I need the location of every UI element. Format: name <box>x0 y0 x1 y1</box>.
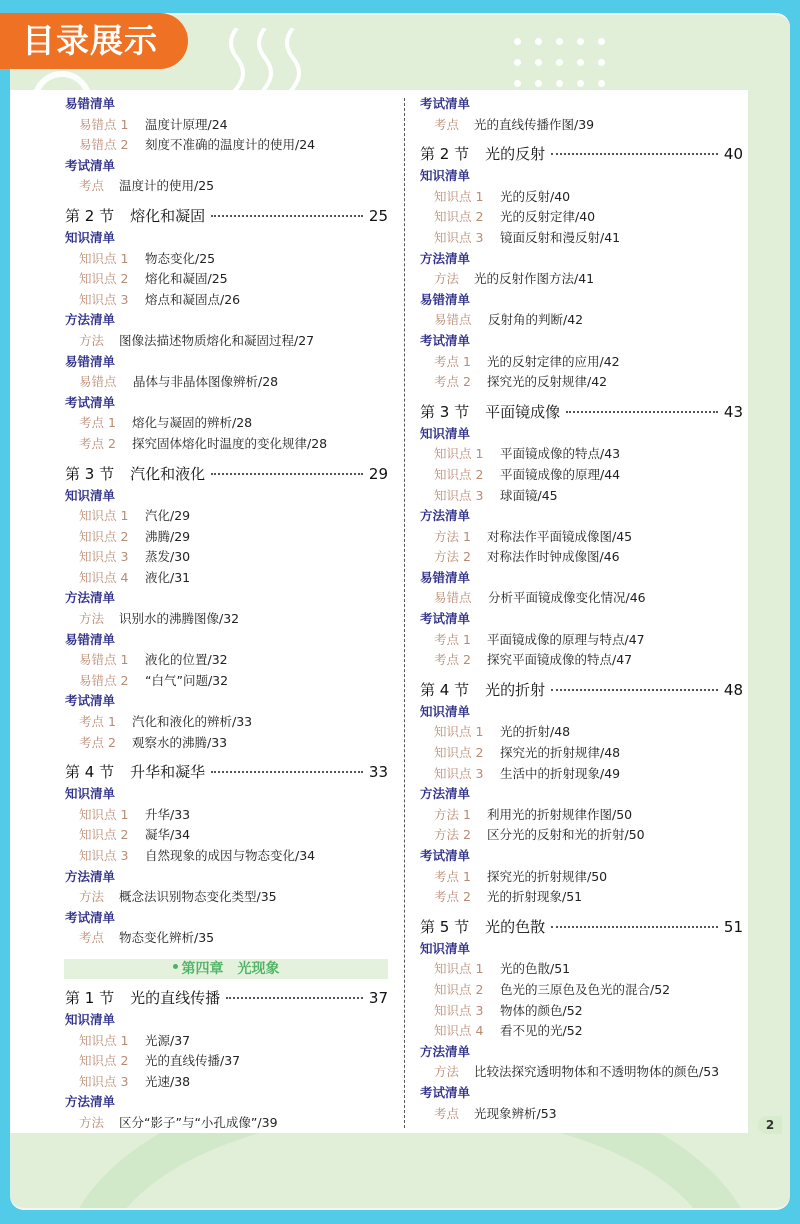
toc-entry[interactable] <box>65 733 388 754</box>
section-heading[interactable] <box>420 678 743 702</box>
entry-text: 利用光的折射规律作图/50 <box>487 806 633 822</box>
entry-tag: 方法 <box>434 1064 460 1080</box>
toc-left-column <box>65 90 388 1134</box>
category-heading: 方法清单 <box>420 250 471 266</box>
entry-text: 光的色散/51 <box>500 961 571 977</box>
category-heading: 考试清单 <box>65 394 116 410</box>
toc-entry[interactable] <box>420 352 743 373</box>
category-heading: 方法清单 <box>420 786 471 802</box>
category-heading: 知识清单 <box>65 786 116 802</box>
entry-tag: 知识点 3 <box>79 848 129 863</box>
dots-decoration-icon <box>514 38 605 87</box>
entry-text: 镜面反射和漫反射/41 <box>500 229 621 245</box>
entry-text: 刻度不准确的温度计的使用/24 <box>145 137 316 153</box>
entry-text: 对称法作平面镜成像图/45 <box>487 528 633 544</box>
entry-tag: 知识点 4 <box>434 1023 484 1039</box>
entry-text: 熔化和凝固/25 <box>145 271 228 287</box>
section-number: 第 2 节 <box>65 206 115 225</box>
entry-text: 汽化/29 <box>145 508 191 524</box>
toc-entry[interactable] <box>420 1062 743 1083</box>
entry-tag: 考点 1 <box>434 868 471 884</box>
dot-leader <box>551 926 718 928</box>
category-heading: 知识清单 <box>420 940 471 956</box>
entry-tag: 知识点 2 <box>79 827 129 843</box>
entry-text: 观察水的沸腾/33 <box>132 734 228 750</box>
section-heading[interactable] <box>65 986 388 1010</box>
entry-text: 探究平面镜成像的特点/47 <box>487 652 633 668</box>
chapter-heading <box>64 959 388 979</box>
toc-content <box>10 90 748 1133</box>
entry-text: 光的折射/48 <box>500 724 571 740</box>
category-heading: 考试清单 <box>65 693 116 709</box>
entry-text: 区分“影子”与“小孔成像”/39 <box>119 1114 278 1130</box>
category-heading: 知识清单 <box>420 703 471 719</box>
toc-entry[interactable] <box>420 547 743 568</box>
entry-tag: 考点 1 <box>434 631 471 647</box>
toc-entry[interactable] <box>65 135 388 156</box>
page-title: 目录展示 <box>0 13 188 69</box>
entry-text: 探究固体熔化时温度的变化规律/28 <box>132 435 328 451</box>
entry-text: 凝华/34 <box>145 827 191 843</box>
entry-tag: 知识点 2 <box>434 745 484 761</box>
entry-tag: 方法 <box>79 1114 105 1130</box>
toc-entry[interactable] <box>420 207 743 228</box>
entry-text: 色光的三原色及色光的混合/52 <box>500 981 671 997</box>
category-heading: 知识清单 <box>65 487 116 503</box>
entry-text: 光的反射定律的应用/42 <box>487 353 620 369</box>
section-number: 第 3 节 <box>65 464 115 483</box>
toc-entry[interactable] <box>65 568 388 589</box>
entry-text: 看不见的光/52 <box>500 1023 583 1039</box>
entry-tag: 考点 <box>79 930 105 946</box>
toc-entry[interactable] <box>420 805 743 826</box>
category-heading: 考试清单 <box>65 909 116 925</box>
toc-entry[interactable] <box>65 506 388 527</box>
entry-text: 升华/33 <box>145 806 191 822</box>
entry-text: 物态变化/25 <box>145 250 216 266</box>
toc-entry[interactable] <box>420 486 743 507</box>
entry-text: 自然现象的成因与物态变化/34 <box>145 848 316 863</box>
entry-text: 熔化与凝固的辨析/28 <box>132 415 253 431</box>
section-heading[interactable] <box>65 204 388 228</box>
section-heading[interactable] <box>420 142 743 166</box>
page-number: 2 <box>758 1116 782 1134</box>
toc-entry[interactable] <box>65 249 388 270</box>
section-page: 48 <box>723 680 743 699</box>
toc-entry[interactable] <box>420 310 743 331</box>
entry-text: 生活中的折射现象/49 <box>500 765 621 781</box>
entry-text: 温度计原理/24 <box>145 116 228 132</box>
entry-text: 平面镜成像的特点/43 <box>500 446 621 462</box>
section-page: 43 <box>723 402 743 421</box>
entry-tag: 知识点 2 <box>434 466 484 482</box>
section-number: 第 5 节 <box>420 917 470 936</box>
entry-tag: 知识点 2 <box>79 1053 129 1069</box>
section-page: 51 <box>723 917 743 936</box>
entry-tag: 易错点 1 <box>79 652 129 668</box>
toc-entry[interactable] <box>420 887 743 908</box>
toc-entry[interactable] <box>65 1113 388 1134</box>
entry-tag: 知识点 3 <box>434 1002 484 1018</box>
entry-tag: 方法 <box>79 332 105 348</box>
entry-tag: 考点 1 <box>79 415 116 431</box>
section-page: 29 <box>368 464 388 483</box>
entry-text: 光的反射定律/40 <box>500 209 596 225</box>
entry-text: 液化的位置/32 <box>145 652 228 668</box>
entry-text: 平面镜成像的原理/44 <box>500 466 621 482</box>
toc-entry[interactable] <box>65 650 388 671</box>
entry-tag: 考点 2 <box>434 652 471 668</box>
dot-leader <box>211 215 363 217</box>
section-title: 汽化和液化 <box>130 464 206 483</box>
entry-text: 沸腾/29 <box>145 528 191 544</box>
entry-text: 熔点和凝固点/26 <box>145 291 241 307</box>
dot-leader <box>551 689 718 691</box>
dot-leader <box>566 411 718 413</box>
entry-text: 反射角的判断/42 <box>488 312 584 328</box>
entry-text: 探究光的反射规律/42 <box>487 374 608 390</box>
toc-entry[interactable] <box>65 1031 388 1052</box>
entry-text: 探究光的折射规律/48 <box>500 745 621 761</box>
dot-leader <box>551 153 718 155</box>
entry-tag: 考点 2 <box>434 374 471 390</box>
entry-tag: 考点 1 <box>79 714 116 730</box>
toc-entry[interactable] <box>65 825 388 846</box>
toc-entry[interactable] <box>65 115 388 136</box>
entry-tag: 方法 2 <box>434 827 471 843</box>
section-title: 熔化和凝固 <box>130 206 206 225</box>
entry-tag: 知识点 1 <box>79 1032 129 1048</box>
toc-entry[interactable] <box>420 527 743 548</box>
entry-tag: 知识点 3 <box>79 291 129 307</box>
entry-text: 晶体与非晶体图像辨析/28 <box>133 374 279 390</box>
toc-entry[interactable] <box>65 846 388 867</box>
entry-tag: 知识点 3 <box>79 1073 129 1089</box>
toc-entry[interactable] <box>65 805 388 826</box>
entry-text: 光的反射/40 <box>500 188 571 204</box>
toc-entry[interactable] <box>420 269 743 290</box>
section-heading[interactable] <box>65 462 388 486</box>
toc-right-column <box>420 90 743 1124</box>
toc-entry[interactable] <box>65 671 388 692</box>
category-heading: 知识清单 <box>65 1011 116 1027</box>
toc-entry[interactable] <box>420 115 743 136</box>
entry-tag: 易错点 2 <box>79 137 129 153</box>
toc-entry[interactable] <box>65 269 388 290</box>
toc-entry[interactable] <box>420 630 743 651</box>
section-number: 第 1 节 <box>65 988 115 1007</box>
entry-text: 图像法描述物质熔化和凝固过程/27 <box>119 332 315 348</box>
category-heading: 易错清单 <box>420 291 471 307</box>
entry-tag: 易错点 1 <box>79 116 129 132</box>
entry-tag: 易错点 2 <box>79 672 129 688</box>
category-heading: 考试清单 <box>420 332 471 348</box>
entry-tag: 知识点 3 <box>434 765 484 781</box>
toc-entry[interactable] <box>420 650 743 671</box>
entry-tag: 考点 2 <box>434 889 471 905</box>
entry-tag: 知识点 4 <box>79 569 129 585</box>
toc-entry[interactable] <box>65 290 388 311</box>
toc-entry[interactable] <box>420 187 743 208</box>
toc-entry[interactable] <box>65 176 388 197</box>
entry-tag: 方法 1 <box>434 528 471 544</box>
entry-tag: 方法 2 <box>434 549 471 565</box>
entry-text: 光速/38 <box>145 1073 191 1089</box>
entry-tag: 考点 <box>79 178 105 194</box>
chapter-title: 第四章 光现象 <box>181 960 280 977</box>
entry-text: 概念法识别物态变化类型/35 <box>119 889 277 905</box>
entry-text: 光的直线传播作图/39 <box>474 116 595 132</box>
entry-tag: 知识点 1 <box>434 961 484 977</box>
entry-tag: 知识点 2 <box>434 981 484 997</box>
entry-text: 区分光的反射和光的折射/50 <box>487 827 645 843</box>
toc-entry[interactable] <box>65 413 388 434</box>
category-heading: 知识清单 <box>65 229 116 245</box>
entry-tag: 考点 <box>434 116 460 132</box>
entry-text: 光源/37 <box>145 1032 191 1048</box>
toc-entry[interactable] <box>65 928 388 949</box>
section-title: 平面镜成像 <box>485 402 561 421</box>
section-heading[interactable] <box>65 760 388 784</box>
entry-text: 蒸发/30 <box>145 549 191 565</box>
entry-tag: 知识点 1 <box>79 250 129 266</box>
toc-entry[interactable] <box>420 588 743 609</box>
category-heading: 知识清单 <box>420 168 471 184</box>
section-number: 第 4 节 <box>65 763 115 782</box>
category-heading: 易错清单 <box>65 631 116 647</box>
toc-entry[interactable] <box>420 228 743 249</box>
toc-entry[interactable] <box>65 547 388 568</box>
section-page: 33 <box>368 763 388 782</box>
entry-text: 平面镜成像的原理与特点/47 <box>487 631 645 647</box>
category-heading: 易错清单 <box>65 353 116 369</box>
category-heading: 考试清单 <box>65 157 116 173</box>
toc-entry[interactable] <box>65 1072 388 1093</box>
entry-tag: 方法 1 <box>434 806 471 822</box>
toc-entry[interactable] <box>65 609 388 630</box>
toc-entry[interactable] <box>65 372 388 393</box>
toc-entry[interactable] <box>420 1021 743 1042</box>
entry-tag: 知识点 3 <box>79 549 129 565</box>
toc-entry[interactable] <box>420 722 743 743</box>
section-title: 光的折射 <box>485 680 546 699</box>
entry-tag: 知识点 2 <box>79 271 129 287</box>
toc-entry[interactable] <box>65 712 388 733</box>
section-title: 光的色散 <box>485 917 546 936</box>
column-divider <box>404 98 405 1128</box>
entry-text: 比较法探究透明物体和不透明物体的颜色/53 <box>474 1064 720 1080</box>
entry-text: “白气”问题/32 <box>145 672 229 688</box>
category-heading: 方法清单 <box>420 508 471 524</box>
category-heading: 方法清单 <box>65 868 116 884</box>
toc-entry[interactable] <box>420 980 743 1001</box>
section-page: 25 <box>368 206 388 225</box>
entry-text: 分析平面镜成像变化情况/46 <box>488 590 646 606</box>
section-title: 光的反射 <box>485 145 546 164</box>
category-heading: 方法清单 <box>65 1094 116 1110</box>
category-heading: 考试清单 <box>420 1084 471 1100</box>
section-page: 40 <box>723 145 743 164</box>
toc-entry[interactable] <box>420 1001 743 1022</box>
dot-leader <box>211 771 363 773</box>
category-heading: 易错清单 <box>420 569 471 585</box>
toc-entry[interactable] <box>65 434 388 455</box>
entry-tag: 易错点 <box>79 374 117 390</box>
entry-tag: 方法 <box>434 271 460 287</box>
entry-tag: 知识点 3 <box>434 487 484 503</box>
toc-entry[interactable] <box>420 444 743 465</box>
entry-text: 球面镜/45 <box>500 487 558 503</box>
section-title: 光的直线传播 <box>130 988 221 1007</box>
bullet-icon <box>173 964 178 969</box>
entry-tag: 知识点 1 <box>434 724 484 740</box>
entry-tag: 考点 2 <box>79 435 116 451</box>
entry-text: 光的折射现象/51 <box>487 889 583 905</box>
section-number: 第 2 节 <box>420 145 470 164</box>
dot-leader <box>211 473 363 475</box>
section-heading[interactable] <box>420 915 743 939</box>
section-heading[interactable] <box>420 400 743 424</box>
entry-text: 光的反射作图方法/41 <box>474 271 595 287</box>
toc-entry[interactable] <box>65 887 388 908</box>
entry-text: 液化/31 <box>145 569 191 585</box>
entry-tag: 知识点 2 <box>434 209 484 225</box>
category-heading: 知识清单 <box>420 425 471 441</box>
entry-tag: 易错点 <box>434 590 472 606</box>
entry-tag: 考点 2 <box>79 734 116 750</box>
category-heading: 方法清单 <box>65 590 116 606</box>
entry-tag: 易错点 <box>434 312 472 328</box>
section-number: 第 4 节 <box>420 680 470 699</box>
toc-entry[interactable] <box>65 527 388 548</box>
toc-entry[interactable] <box>65 1051 388 1072</box>
entry-tag: 方法 <box>79 611 105 627</box>
section-number: 第 3 节 <box>420 402 470 421</box>
entry-tag: 知识点 2 <box>79 528 129 544</box>
entry-tag: 考点 1 <box>434 353 471 369</box>
category-heading: 考试清单 <box>420 96 471 111</box>
category-heading: 考试清单 <box>420 611 471 627</box>
category-heading: 方法清单 <box>420 1043 471 1059</box>
toc-entry[interactable] <box>420 764 743 785</box>
entry-text: 探究光的折射规律/50 <box>487 868 608 884</box>
entry-tag: 知识点 3 <box>434 229 484 245</box>
entry-text: 光的直线传播/37 <box>145 1053 241 1069</box>
entry-tag: 知识点 1 <box>79 806 129 822</box>
entry-tag: 知识点 1 <box>79 508 129 524</box>
entry-tag: 考点 <box>434 1105 460 1121</box>
toc-entry[interactable] <box>420 465 743 486</box>
entry-text: 物态变化辨析/35 <box>119 930 215 946</box>
toc-entry[interactable] <box>420 1104 743 1125</box>
entry-tag: 知识点 1 <box>434 446 484 462</box>
toc-entry[interactable] <box>420 825 743 846</box>
category-heading: 考试清单 <box>420 848 471 863</box>
entry-tag: 方法 <box>79 889 105 905</box>
toc-entry[interactable] <box>420 372 743 393</box>
category-heading: 易错清单 <box>65 96 116 111</box>
section-page: 37 <box>368 988 388 1007</box>
category-heading: 方法清单 <box>65 312 116 328</box>
entry-text: 物体的颜色/52 <box>500 1002 583 1018</box>
entry-text: 温度计的使用/25 <box>119 178 215 194</box>
entry-text: 光现象辨析/53 <box>474 1105 557 1121</box>
entry-text: 识别水的沸腾图像/32 <box>119 611 240 627</box>
entry-tag: 知识点 1 <box>434 188 484 204</box>
toc-entry[interactable] <box>65 331 388 352</box>
entry-text: 汽化和液化的辨析/33 <box>132 714 253 730</box>
entry-text: 对称法作时钟成像图/46 <box>487 549 620 565</box>
toc-entry[interactable] <box>420 959 743 980</box>
section-title: 升华和凝华 <box>130 763 206 782</box>
toc-entry[interactable] <box>420 867 743 888</box>
dot-leader <box>226 997 363 999</box>
toc-entry[interactable] <box>420 743 743 764</box>
